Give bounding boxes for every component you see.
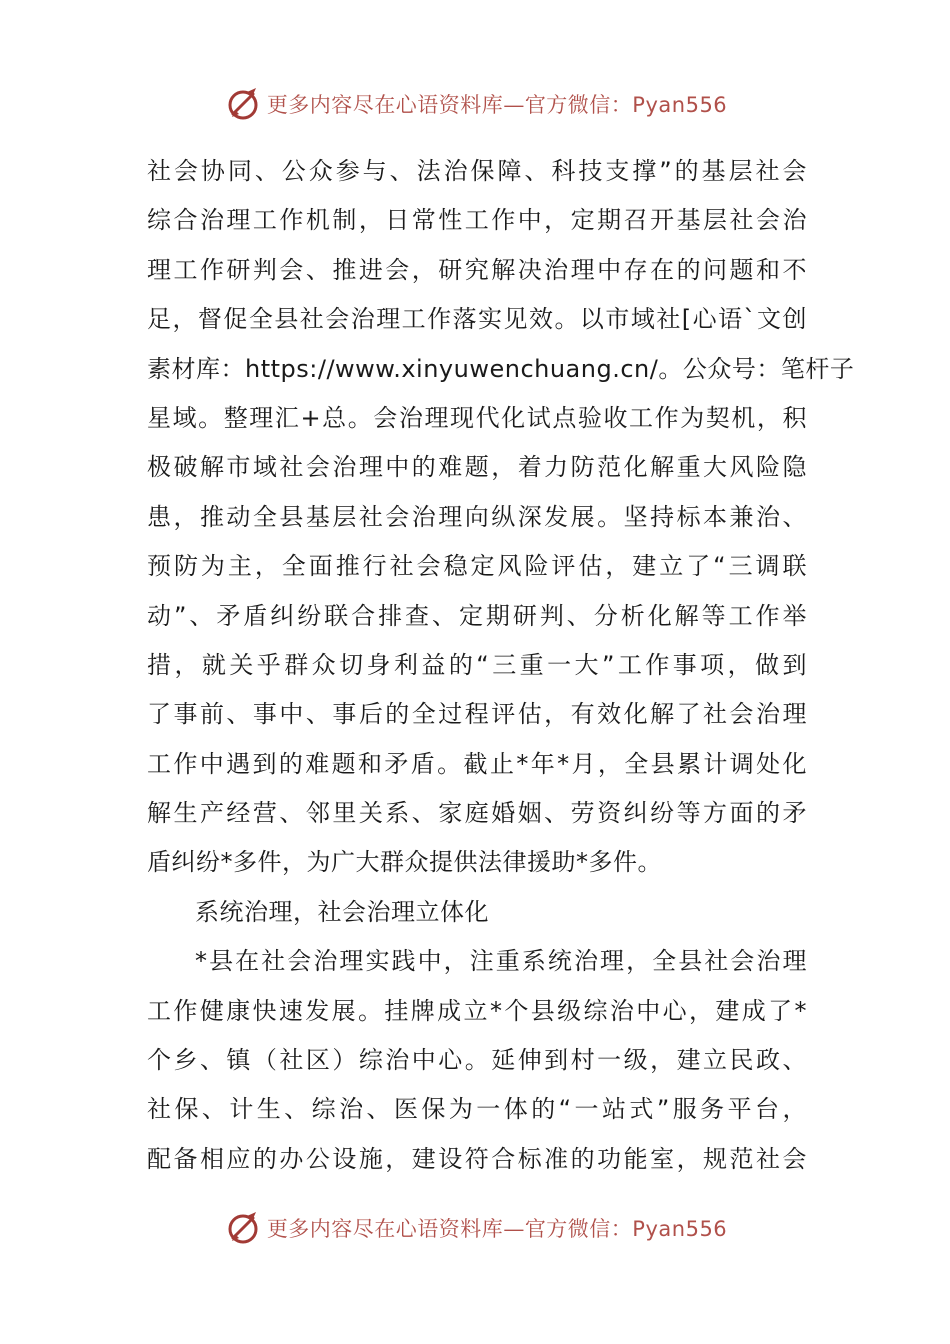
text-line: 预防为主，全面推行社会稳定风险评估，建立了“三调联 [147, 552, 807, 581]
text-line: *县在社会治理实践中，注重系统治理，全县社会治理 [195, 947, 807, 976]
text-line: 综合治理工作机制，日常性工作中，定期召开基层社会治 [147, 206, 807, 235]
banner-text [267, 1213, 727, 1243]
text-line: 盾纠纷*多件，为广大群众提供法律援助*多件。 [147, 848, 662, 877]
text-line: 配备相应的办公设施，建设符合标准的功能室，规范社会 [147, 1144, 807, 1173]
pen-logo-icon [223, 84, 263, 124]
banner-separator: — [503, 1217, 525, 1241]
text-line: 星域。整理汇+总。会治理现代化试点验收工作为契机，积 [147, 403, 807, 432]
banner-main-text: 更多内容尽在心语资料库 [266, 1217, 504, 1241]
text-line: 素材库：https://www.xinyuwenchuang.cn/。公众号：笔杆子 [147, 354, 855, 383]
text-line: 理工作研判会、推进会，研究解决治理中存在的问题和不 [147, 255, 807, 284]
text-line: 患，推动全县基层社会治理向纵深发展。坚持标本兼治、 [147, 502, 807, 531]
banner-wechat-text: 官方微信：Pyan556 [524, 1217, 728, 1241]
text-line: 极破解市域社会治理中的难题，着力防范化解重大风险隐 [147, 453, 807, 482]
paragraph-2 [147, 937, 807, 1184]
text-line: 工作健康快速发展。挂牌成立*个县级综治中心，建成了* [147, 996, 807, 1025]
section-heading: 系统治理，社会治理立体化 [195, 897, 489, 926]
paragraph-1 [147, 147, 855, 888]
footer-banner [0, 1208, 950, 1248]
text-line: 个乡、镇（社区）综治中心。延伸到村一级，建立民政、 [147, 1046, 807, 1075]
text-line: 了事前、事中、事后的全过程评估，有效化解了社会治理 [147, 700, 807, 729]
banner-wechat-text: 官方微信：Pyan556 [524, 93, 728, 117]
text-line: 足，督促全县社会治理工作落实见效。以市域社[心语`文创 [147, 305, 807, 334]
pen-logo-icon [223, 1208, 263, 1248]
text-line: 工作中遇到的难题和矛盾。截止*年*月，全县累计调处化 [147, 749, 807, 778]
text-line: 社保、计生、综治、医保为一体的“一站式”服务平台， [147, 1095, 807, 1124]
text-line: 动”、矛盾纠纷联合排查、定期研判、分析化解等工作举 [147, 601, 807, 630]
document-body [147, 147, 855, 1184]
text-line: 社会协同、公众参与、法治保障、科技支撑”的基层社会 [147, 157, 807, 185]
header-banner [0, 84, 950, 124]
banner-separator: — [503, 93, 525, 117]
text-line: 措，就关乎群众切身利益的“三重一大”工作事项，做到 [147, 650, 807, 679]
banner-main-text: 更多内容尽在心语资料库 [266, 93, 504, 117]
banner-text [267, 89, 727, 119]
text-line: 解生产经营、邻里关系、家庭婚姻、劳资纠纷等方面的矛 [147, 799, 807, 828]
